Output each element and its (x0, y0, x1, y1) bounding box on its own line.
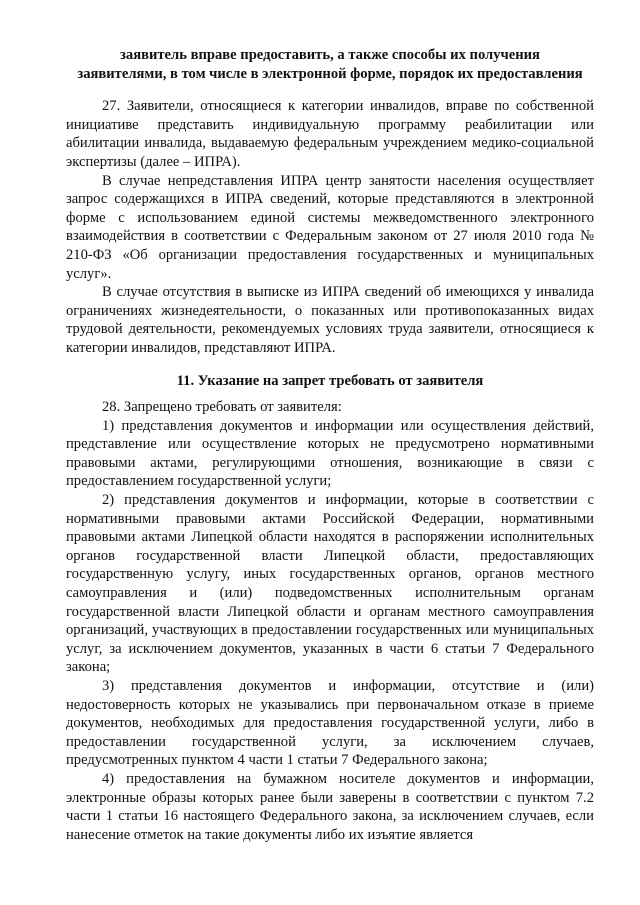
list-item-3: 3) представления документов и информации, отсутствие и (или) недостоверность которых не указывались при первоначальном отказе в приеме документов, необходимых для предоставления государственной услуги, либо в предоставлении государственной услуги, за исключением случаев, предусмотренных пунктом 4 части 1 статьи 7 Федерального закона; (66, 678, 594, 769)
list-item-1: 1) представления документов и информации или осуществления действий, представление или осуществление которых не предусмотрено нормативными правовыми актами, регулирующими отношения, возникающие в связи с предоставлением государственной услуги; (66, 417, 594, 490)
list-item-2: 2) представления документов и информации, которые в соответствии с нормативными правовыми актами Российской Федерации, нормативными правовыми актами Липецкой области находятся в распоряжении исполнительных органов государственной власти Липецкой области, предоставляющих государственную услугу, иных государственных органов, органов местного самоуправления и (или) подведомственных исполнительным органам государственной власти Липецкой области и органам местного самоуправления организаций, участвующих в предоставлении государственных или муниципальных услуг, за исключением документов, указанных в части 6 статьи 7 Федерального закона; (66, 492, 594, 676)
paragraph-27: 27. Заявители, относящиеся к категории инвалидов, вправе по собственной инициативе представить индивидуальную программу реабилитации или абилитации инвалида, выдаваемую федеральным учреждением медико-социальной экспертизы (далее – ИПРА). (66, 98, 594, 170)
paragraph-28: 28. Запрещено требовать от заявителя: (102, 399, 342, 416)
paragraph-ipra-request: В случае непредставления ИПРА центр занятости населения осуществляет запрос содержащихся в ИПРА сведений, которые представляются в электронной форме с использованием единой системы межведомственного электронного взаимодействия в соответствии с Федеральным законом от 27 июля 2010 года № 210-ФЗ «Об организации предоставления государственных и муниципальных услуг». (66, 172, 594, 282)
list-item-4: 4) предоставления на бумажном носителе документов и информации, электронные образы которых ранее были заверены в соответствии с пунктом 7.2 части 1 статьи 16 настоящего Федерального закона, за исключением случаев, если нанесение отметок на такие документы либо их изъятие является (66, 770, 594, 843)
document-body (66, 46, 594, 844)
heading-line-1: заявитель вправе предоставить, а также способы их получения (120, 47, 540, 63)
heading-line-2: заявителями, в том числе в электронной форме, порядок их предоставления (77, 65, 583, 82)
paragraph-ipra-absence: В случае отсутствия в выписке из ИПРА сведений об имеющихся у инвалида ограничениях жизнедеятельности, о показанных или противопоказанных видах трудовой деятельности, рекомендуемых условиях труда заявители, относящиеся к категории инвалидов, представляют ИПРА. (66, 284, 594, 356)
section-title: 11. Указание на запрет требовать от заявителя (176, 372, 484, 389)
